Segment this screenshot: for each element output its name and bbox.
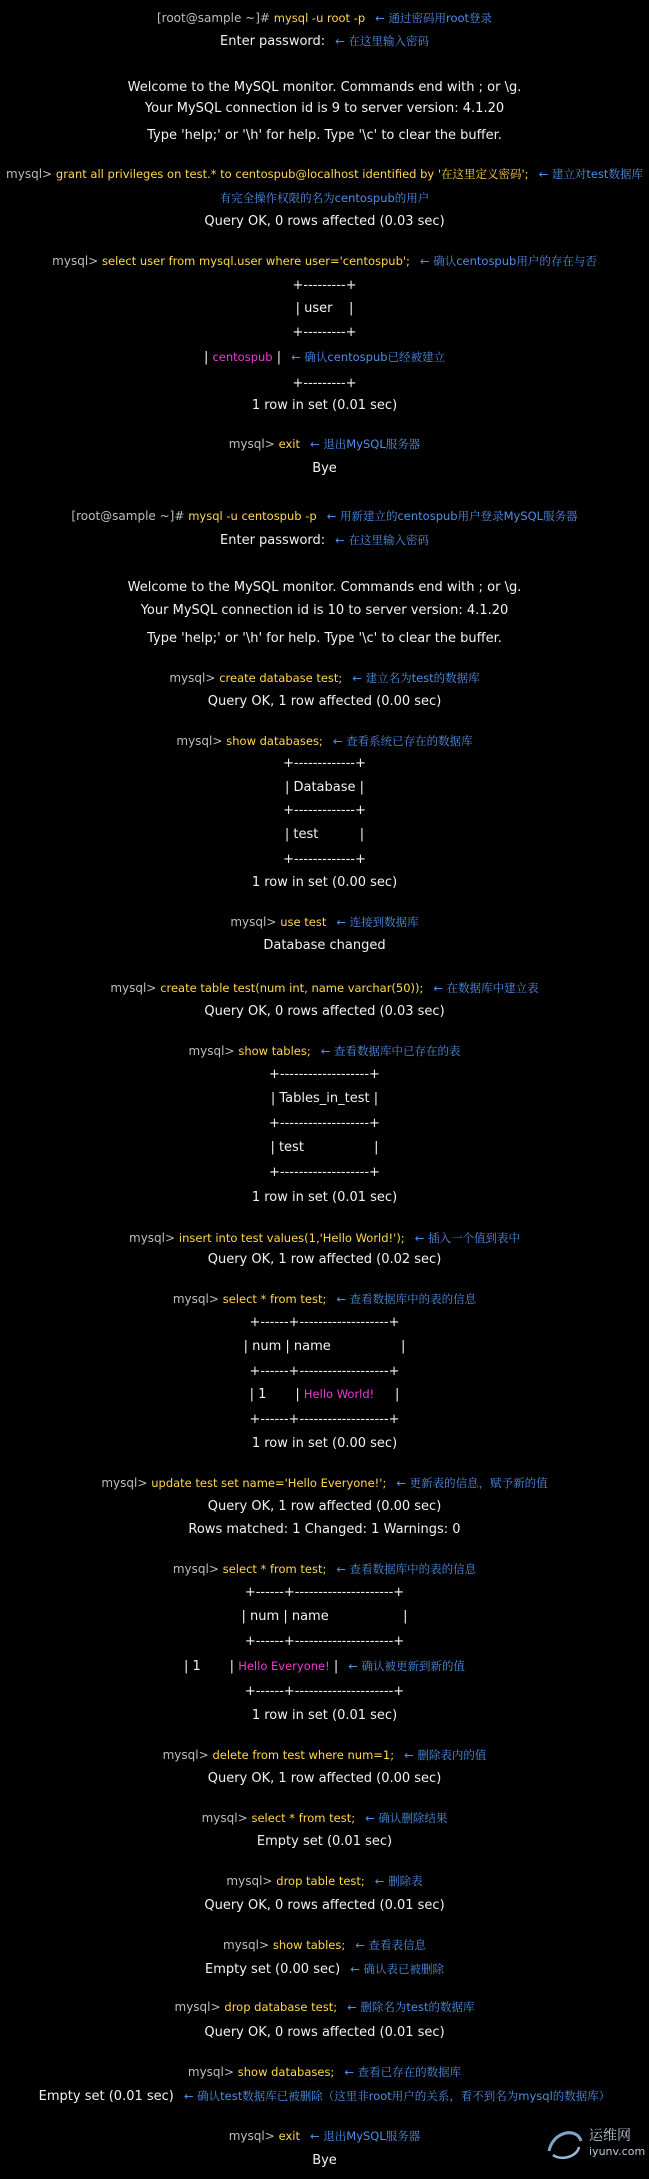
terminal-line	[0, 1895, 649, 1913]
prompt-text: mysql>	[52, 254, 103, 268]
output-text: Query OK, 1 row affected (0.02 sec)	[207, 1252, 442, 1267]
annotation-note: ← 确认被更新到新的值	[348, 1659, 466, 1673]
terminal-line	[0, 1336, 649, 1354]
annotation-note: ← 查看表信息	[355, 1938, 427, 1952]
annotation-note: ← 连接到数据库	[336, 915, 419, 929]
annotation-note: ← 确认删除结果	[365, 1811, 448, 1825]
terminal-line	[0, 1519, 649, 1537]
output-text: Empty set (0.01 sec)	[38, 2089, 174, 2104]
output-text: Empty set (0.00 sec)	[205, 1962, 341, 1977]
terminal-line	[0, 1289, 649, 1307]
terminal-line	[0, 77, 649, 95]
prompt-text: mysql>	[6, 167, 56, 181]
terminal-line	[0, 395, 649, 413]
output-text: | num | name |	[243, 1339, 406, 1354]
prompt-text: [root@sample ~]#	[71, 509, 189, 523]
output-text: | num | name |	[241, 1609, 408, 1624]
prompt-text: mysql>	[187, 2065, 238, 2079]
terminal-line	[0, 824, 649, 842]
terminal-line	[0, 373, 649, 391]
terminal-line	[0, 1681, 649, 1699]
prompt-text: mysql>	[129, 1231, 179, 1245]
prompt-text: mysql>	[169, 671, 220, 685]
terminal-line	[0, 628, 649, 646]
prompt-text: mysql>	[101, 1476, 152, 1490]
output-text: |	[329, 1659, 339, 1674]
output-text: Query OK, 0 rows affected (0.01 sec)	[204, 1898, 445, 1913]
output-text: +---------+	[292, 376, 357, 391]
terminal-line	[0, 731, 649, 749]
command-text: select * from test;	[222, 1292, 327, 1306]
annotation-note: ← 更新表的信息，赋予新的值	[396, 1476, 548, 1490]
terminal-line	[0, 31, 649, 49]
terminal-line	[0, 935, 649, 953]
terminal-line	[0, 691, 649, 709]
terminal-line	[0, 1656, 649, 1674]
annotation-note: ← 查看数据库中的表的信息	[336, 1562, 477, 1576]
terminal-line	[0, 2022, 649, 2040]
command-text: drop database test;	[224, 2000, 338, 2014]
terminal-line	[0, 1249, 649, 1267]
output-text: 1 row in set (0.00 sec)	[251, 1436, 398, 1451]
terminal-line	[0, 872, 649, 890]
terminal-line	[0, 1162, 649, 1180]
output-text: +------+-------------------+	[249, 1364, 400, 1379]
terminal-line	[0, 2062, 649, 2080]
prompt-text: mysql>	[172, 1562, 223, 1576]
terminal-line	[0, 1959, 649, 1977]
highlighted-value: centospub	[212, 350, 273, 364]
output-text: | 1 |	[249, 1387, 304, 1402]
output-text: | Database |	[284, 780, 365, 795]
terminal-line	[0, 1997, 649, 2015]
prompt-text: [root@sample ~]#	[156, 11, 274, 25]
output-text: Welcome to the MySQL monitor. Commands end with ; or \g.	[127, 80, 522, 95]
output-text: |	[203, 350, 213, 365]
terminal-line	[0, 1228, 649, 1246]
highlighted-value: Hello World!	[303, 1387, 375, 1401]
terminal-line	[0, 1088, 649, 1106]
output-text: |	[374, 1387, 400, 1402]
terminal-line	[0, 1312, 649, 1330]
terminal-line	[0, 347, 649, 365]
terminal-line	[0, 1559, 649, 1577]
annotation-note: ← 通过密码用root登录	[375, 11, 493, 25]
output-text: Database changed	[263, 938, 386, 953]
output-text: Enter password:	[220, 533, 326, 548]
terminal-line	[0, 1433, 649, 1451]
command-text: exit	[278, 2129, 300, 2143]
output-text: Bye	[312, 461, 337, 476]
command-text: insert into test values(1,'Hello World!');	[178, 1231, 405, 1245]
terminal-line	[0, 211, 649, 229]
output-text: |	[272, 350, 282, 365]
terminal-line	[0, 1808, 649, 1826]
terminal-line	[0, 1137, 649, 1155]
command-text: show databases;	[226, 734, 323, 748]
terminal-line	[0, 577, 649, 595]
command-text: exit	[278, 437, 300, 451]
output-text: +---------+	[292, 278, 357, 293]
watermark-title: 运维网	[589, 2128, 631, 2144]
terminal-line	[0, 777, 649, 795]
output-text: +-------------+	[283, 803, 366, 818]
annotation-note: ← 确认表已被删除	[350, 1962, 444, 1976]
output-text: | Tables_in_test |	[270, 1091, 379, 1106]
output-text: +-------------------+	[269, 1116, 380, 1131]
prompt-text: mysql>	[188, 1044, 239, 1058]
terminal-line	[0, 164, 649, 182]
output-text: 1 row in set (0.01 sec)	[251, 398, 398, 413]
output-text: 1 row in set (0.01 sec)	[251, 1190, 398, 1205]
watermark-domain: iyunv.com	[589, 2145, 646, 2158]
terminal-line	[0, 1064, 649, 1082]
terminal-line	[0, 1935, 649, 1953]
terminal-line	[0, 1606, 649, 1624]
terminal-line	[0, 1831, 649, 1849]
output-text: Type 'help;' or '\h' for help. Type '\c' to clear the buffer.	[147, 631, 502, 646]
command-text: mysql -u root -p	[273, 11, 366, 25]
annotation-note: ← 确认centospub用户的存在与否	[419, 254, 597, 268]
output-text: +-------------+	[283, 756, 366, 771]
annotation-note: ← 在这里输入密码	[335, 533, 429, 547]
output-text: +-------------------+	[269, 1067, 380, 1082]
prompt-text: mysql>	[228, 437, 279, 451]
annotation-note: ← 查看系统已存在的数据库	[332, 734, 473, 748]
output-text: Query OK, 1 row affected (0.00 sec)	[207, 1771, 442, 1786]
prompt-text: mysql>	[201, 1811, 252, 1825]
terminal-line	[0, 1496, 649, 1514]
annotation-note: ← 建立名为test的数据库	[352, 671, 480, 685]
command-text: grant all privileges on test.* to centospub@localhost identified by '在这里定义密码';	[55, 167, 529, 181]
output-text: Query OK, 1 row affected (0.00 sec)	[207, 694, 442, 709]
output-text: Bye	[312, 2153, 337, 2168]
terminal-line	[0, 1582, 649, 1600]
command-text: show tables;	[272, 1938, 346, 1952]
annotation-note: ← 查看数据库中的表的信息	[336, 1292, 477, 1306]
terminal-line	[0, 600, 649, 618]
output-text: Welcome to the MySQL monitor. Commands end with ; or \g.	[127, 580, 522, 595]
annotation-note: ← 查看数据库中已存在的表	[320, 1044, 461, 1058]
terminal-line	[0, 125, 649, 143]
annotation-note: 有完全操作权限的名为centospub的用户	[219, 191, 430, 205]
command-text: show tables;	[238, 1044, 311, 1058]
terminal-line	[0, 912, 649, 930]
output-text: +------+---------------------+	[244, 1634, 405, 1649]
output-text: +------+---------------------+	[244, 1684, 405, 1699]
command-text: select * from test;	[222, 1562, 327, 1576]
command-text: select * from test;	[251, 1811, 356, 1825]
terminal-line	[0, 458, 649, 476]
command-text: create database test;	[219, 671, 343, 685]
terminal-line	[0, 1745, 649, 1763]
terminal-line	[0, 1473, 649, 1491]
output-text: +-------------------+	[269, 1165, 380, 1180]
output-text: Query OK, 0 rows affected (0.03 sec)	[204, 1004, 445, 1019]
output-text: +------+-------------------+	[249, 1412, 400, 1427]
swirl-logo-icon	[543, 2121, 587, 2165]
annotation-note: ← 确认test数据库已被删除（这里非root用户的关系，看不到名为mysql的数据库）	[183, 2089, 611, 2103]
output-text: | test |	[284, 827, 365, 842]
watermark	[543, 2119, 646, 2171]
annotation-note: ← 删除名为test的数据库	[347, 2000, 475, 2014]
annotation-note: ← 查看已存在的数据库	[344, 2065, 462, 2079]
prompt-text: mysql>	[222, 1938, 273, 1952]
terminal-line	[0, 978, 649, 996]
annotation-note: ← 退出MySQL服务器	[309, 437, 421, 451]
terminal-line	[0, 506, 649, 524]
terminal-line	[0, 434, 649, 452]
terminal-line	[0, 275, 649, 293]
terminal-line	[0, 2086, 649, 2104]
prompt-text: mysql>	[228, 2129, 279, 2143]
command-text: select user from mysql.user where user='centospub';	[102, 254, 410, 268]
output-text: Query OK, 0 rows affected (0.03 sec)	[204, 214, 445, 229]
output-text: +---------+	[292, 325, 357, 340]
output-text: Enter password:	[220, 34, 326, 49]
terminal-line	[0, 251, 649, 269]
output-text: | test |	[270, 1140, 379, 1155]
output-text: 1 row in set (0.00 sec)	[251, 875, 398, 890]
terminal-line	[0, 800, 649, 818]
prompt-text: mysql>	[176, 734, 227, 748]
terminal-line	[0, 8, 649, 26]
terminal-line	[0, 530, 649, 548]
terminal-line	[0, 298, 649, 316]
command-text: mysql -u centospub -p	[188, 509, 317, 523]
prompt-text: mysql>	[162, 1748, 213, 1762]
output-text: 1 row in set (0.01 sec)	[251, 1708, 398, 1723]
output-text: Type 'help;' or '\h' for help. Type '\c' to clear the buffer.	[147, 128, 502, 143]
terminal-line	[0, 753, 649, 771]
prompt-text: mysql>	[174, 2000, 225, 2014]
annotation-note: ← 删除表	[374, 1874, 423, 1888]
output-text: Your MySQL connection id is 10 to server version: 4.1.20	[140, 603, 509, 618]
terminal-line	[0, 188, 649, 206]
annotation-note: ← 确认centospub已经被建立	[291, 350, 446, 364]
annotation-note: ← 用新建立的centospub用户登录MySQL服务器	[326, 509, 578, 523]
terminal-line	[0, 1187, 649, 1205]
terminal-line	[0, 1409, 649, 1427]
terminal-line	[0, 1768, 649, 1786]
output-text: +-------------+	[283, 852, 366, 867]
terminal-line	[0, 1705, 649, 1723]
terminal-line	[0, 98, 649, 116]
command-text: update test set name='Hello Everyone!';	[151, 1476, 387, 1490]
output-text: Empty set (0.01 sec)	[256, 1834, 393, 1849]
command-text: delete from test where num=1;	[212, 1748, 395, 1762]
annotation-note: ← 插入一个值到表中	[414, 1231, 520, 1245]
terminal-line	[0, 1113, 649, 1131]
terminal-line	[0, 1041, 649, 1059]
output-text: | user |	[295, 301, 354, 316]
output-text: +------+-------------------+	[249, 1315, 400, 1330]
terminal-line	[0, 668, 649, 686]
terminal-line	[0, 1631, 649, 1649]
terminal-line	[0, 1871, 649, 1889]
command-text: show databases;	[237, 2065, 335, 2079]
prompt-text: mysql>	[172, 1292, 223, 1306]
prompt-text: mysql>	[226, 1874, 277, 1888]
annotation-note: ← 删除表内的值	[404, 1748, 487, 1762]
command-text: drop table test;	[276, 1874, 365, 1888]
terminal-line	[0, 322, 649, 340]
output-text: +------+---------------------+	[244, 1585, 405, 1600]
prompt-text: mysql>	[110, 981, 161, 995]
annotation-note: ← 在数据库中建立表	[433, 981, 539, 995]
command-text: use test	[280, 915, 327, 929]
output-text: Query OK, 1 row affected (0.00 sec)	[207, 1499, 442, 1514]
command-text: create table test(num int, name varchar(50));	[160, 981, 424, 995]
terminal-line	[0, 1384, 649, 1402]
output-text: | 1 |	[183, 1659, 239, 1674]
annotation-note: ← 建立对test数据库	[538, 167, 643, 181]
output-text: Your MySQL connection id is 9 to server version: 4.1.20	[144, 101, 505, 116]
output-text: Rows matched: 1 Changed: 1 Warnings: 0	[188, 1522, 461, 1537]
terminal-line	[0, 1361, 649, 1379]
annotation-note: ← 退出MySQL服务器	[309, 2129, 421, 2143]
prompt-text: mysql>	[230, 915, 281, 929]
terminal-line	[0, 1001, 649, 1019]
terminal-line	[0, 849, 649, 867]
annotation-note: ← 在这里输入密码	[335, 34, 429, 48]
highlighted-value: Hello Everyone!	[238, 1659, 330, 1673]
output-text: Query OK, 0 rows affected (0.01 sec)	[204, 2025, 445, 2040]
